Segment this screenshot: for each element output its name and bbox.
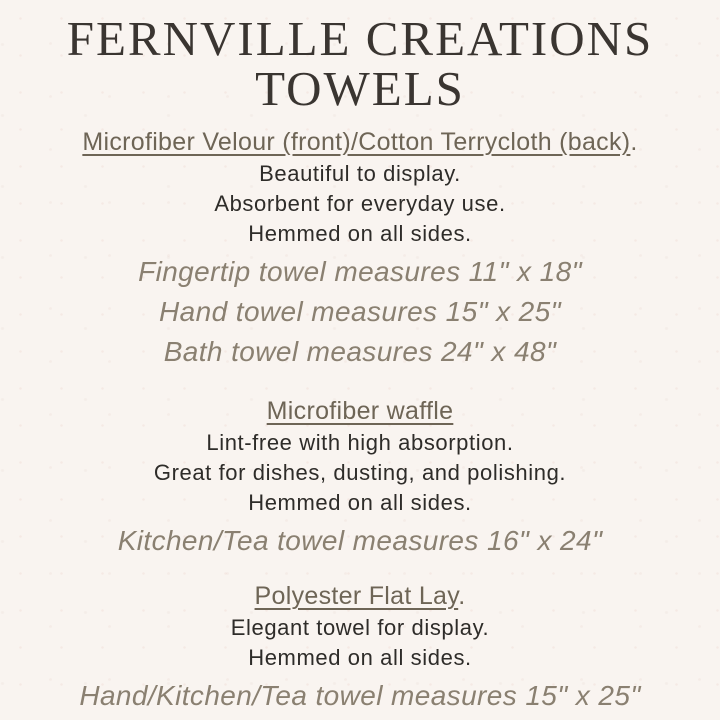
section-microfiber-waffle	[0, 396, 720, 561]
section-body	[0, 428, 720, 518]
section-measurements	[0, 252, 720, 372]
body-line: Great for dishes, dusting, and polishing.	[153, 460, 567, 485]
body-line: Absorbent for everyday use.	[214, 191, 506, 216]
body-line: Hemmed on all sides.	[248, 221, 472, 246]
section-heading-text: Microfiber waffle	[266, 397, 454, 425]
section-heading-microfiber-velour	[0, 127, 720, 157]
section-heading-text: Polyester Flat Lay	[254, 582, 459, 610]
section-heading-period: .	[458, 582, 466, 610]
section-body	[0, 613, 720, 673]
page-title	[0, 11, 720, 116]
measurement-line: Kitchen/Tea towel measures 16" x 24"	[117, 525, 603, 556]
section-polyester-flat-lay	[0, 581, 720, 716]
section-measurements	[0, 676, 720, 716]
section-heading-period: .	[630, 128, 638, 156]
section-microfiber-velour	[0, 127, 720, 372]
section-heading-text: Microfiber Velour (front)/Cotton Terrycloth (back)	[82, 128, 631, 156]
body-line: Hemmed on all sides.	[248, 490, 472, 515]
section-heading-microfiber-waffle	[0, 396, 720, 426]
section-heading-polyester-flat-lay	[0, 581, 720, 611]
page-title-line-1: FERNVILLE CREATIONS	[66, 11, 654, 66]
measurement-line: Bath towel measures 24" x 48"	[163, 336, 557, 367]
measurement-line: Fingertip towel measures 11" x 18"	[138, 256, 582, 287]
measurement-line: Hand towel measures 15" x 25"	[159, 296, 561, 327]
body-line: Elegant towel for display.	[230, 615, 490, 640]
body-line: Hemmed on all sides.	[248, 645, 472, 670]
section-measurements	[0, 521, 720, 561]
body-line: Beautiful to display.	[259, 161, 461, 186]
measurement-line: Hand/Kitchen/Tea towel measures 15" x 25"	[79, 680, 641, 711]
page-title-line-2: TOWELS	[255, 61, 465, 116]
section-body	[0, 159, 720, 249]
body-line: Lint-free with high absorption.	[206, 430, 514, 455]
